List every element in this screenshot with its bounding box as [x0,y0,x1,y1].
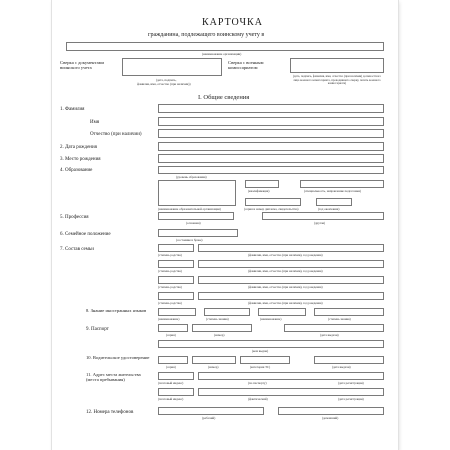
driver-number-field[interactable] [192,356,236,364]
organization-caption: (наименование организации) [202,52,242,56]
family-fio-4[interactable] [198,292,384,300]
kinship-caption-3: (степень родства) [158,285,182,289]
edu-level-caption: (уровень образования) [176,175,207,179]
specialty-field[interactable] [300,180,384,188]
address-passport-field[interactable] [198,372,384,380]
fio-caption-4: (фамилия, имя, отчество (при наличии), год рождения) [248,301,323,305]
address-index-field[interactable] [158,372,194,380]
driver-category-caption: (категория ТС) [250,365,271,369]
language-level-1[interactable] [204,308,250,316]
kinship-caption-4: (степень родства) [158,301,182,305]
education-level-field[interactable] [158,166,384,174]
phone-home-caption: (домашний) [322,416,339,420]
postal-index-caption-2: (почтовый индекс) [158,397,184,401]
address-label: 11. Адрес места жительства (места пребывания) [86,372,141,383]
phone-home-field[interactable] [278,407,384,415]
form-subtitle: гражданина, подлежащего воинскому учету в [148,32,265,38]
name-label: Имя [90,120,100,125]
patronymic-field[interactable] [158,129,384,138]
organization-field[interactable] [66,42,384,51]
phone-work-caption: (рабочий) [202,416,216,420]
surname-field[interactable] [158,104,384,113]
passport-issued-by-field[interactable] [158,340,384,348]
fio-caption-1: (фамилия, имя, отчество (при наличии), год рождения) [248,253,323,257]
passport-label: 9. Паспорт [86,327,109,332]
birth-date-label: 2. Дата рождения [60,145,97,150]
by-passport-caption: (по паспорту) [248,381,267,385]
sverka-docs-field[interactable] [122,58,222,76]
family-kinship-4[interactable] [158,292,194,300]
name-field[interactable] [158,117,384,126]
passport-series-field[interactable] [158,324,188,332]
passport-issue-date-field[interactable] [284,324,384,332]
birth-place-field[interactable] [158,154,384,163]
patronymic-label: Отчество (при наличии) [90,132,142,137]
diploma-number-caption: (серия и номер диплома, свидетельства) [244,207,299,211]
edu-org-field[interactable] [158,180,236,206]
driver-label: 10. Водительское удостоверение [86,355,150,360]
language-caption-1: (наименование) [158,317,180,321]
family-status-caption: (состояние в браке) [176,238,203,242]
sverka-docs-caption: (дата, подпись, [156,78,177,82]
profession-other-caption: (другая) [314,221,326,225]
profession-main-field[interactable] [158,212,234,220]
driver-series-caption: (серия) [166,365,176,369]
family-kinship-2[interactable] [158,260,194,268]
passport-issued-by-caption: (кем выдан) [252,349,269,353]
profession-other-field[interactable] [262,212,384,220]
sverka-komis-field[interactable] [290,58,384,73]
form-title: КАРТОЧКА [202,17,263,28]
languages-label: 8. Знание иностранных языков [86,308,147,313]
language-name-2[interactable] [258,308,306,316]
driver-category-field[interactable] [240,356,290,364]
family-status-field[interactable] [158,229,238,237]
passport-number-field[interactable] [192,324,252,332]
driver-number-caption: (номер) [208,365,219,369]
diploma-number-field[interactable] [245,198,301,206]
language-caption-2: (наименование) [260,317,282,321]
sverka-komis-caption: (дата, подпись, фамилия, имя, отчество (при наличии) должностного лица военного комиссариата, проводившего сверку, печать военного комиссариата) [292,74,382,86]
year-finish-field[interactable] [316,198,352,206]
profession-label: 5. Профессия [60,215,89,220]
education-label: 4. Образование [60,168,93,173]
kinship-caption-2: (степень родства) [158,269,182,273]
specialty-caption: (специальность, направление подготовки) [304,189,361,193]
address-index-field-2[interactable] [158,388,194,396]
family-fio-3[interactable] [198,276,384,284]
kinship-caption-1: (степень родства) [158,253,182,257]
year-finish-caption: (год окончания) [318,207,340,211]
phone-work-field[interactable] [158,407,264,415]
profession-main-caption: (основная) [186,221,201,225]
qualification-field[interactable] [245,180,279,188]
family-fio-2[interactable] [198,260,384,268]
family-kinship-3[interactable] [158,276,194,284]
sverka-docs-label: Сверка с документами воинского учета [60,60,104,71]
language-name-1[interactable] [158,308,196,316]
driver-issue-date-field[interactable] [314,356,384,364]
form-sheet [52,0,398,450]
reg-date-caption-2: (дата регистрации) [338,397,364,401]
family-status-label: 6. Семейное положение [60,232,111,237]
family-label: 7. Состав семьи [60,247,94,252]
passport-number-caption: (номер) [214,333,225,337]
address-actual-field[interactable] [198,388,384,396]
actual-caption: (фактический) [248,397,268,401]
phone-label: 12. Номера телефонов [86,410,134,415]
language-level-2[interactable] [314,308,384,316]
driver-series-field[interactable] [158,356,188,364]
fio-caption-2: (фамилия, имя, отчество (при наличии), год рождения) [248,269,323,273]
passport-issue-date-caption: (дата выдачи) [320,333,339,337]
passport-series-caption: (серия) [166,333,176,337]
qualification-caption: (квалификация) [248,189,270,193]
edu-org-caption: (наименование образовательной организации) [158,207,221,211]
level-caption-2: (степень знания) [328,317,351,321]
fio-caption-3: (фамилия, имя, отчество (при наличии), год рождения) [248,285,323,289]
surname-label: 1. Фамилия [60,107,85,112]
sverka-komis-label: Сверка с военным комиссариатом [228,60,264,71]
level-caption-1: (степень знания) [206,317,229,321]
birth-date-field[interactable] [158,142,384,151]
family-fio-1[interactable] [198,244,384,252]
reg-date-caption: (дата регистрации) [338,381,364,385]
driver-issue-date-caption: (дата выдачи) [332,365,351,369]
birth-place-label: 3. Место рождения [60,157,101,162]
sverka-docs-caption-2: фамилия, имя, отчество (при наличии)) [137,82,191,86]
postal-index-caption-1: (почтовый индекс) [158,381,184,385]
family-kinship-1[interactable] [158,244,194,252]
section-title: I. Общие сведения [198,94,250,101]
